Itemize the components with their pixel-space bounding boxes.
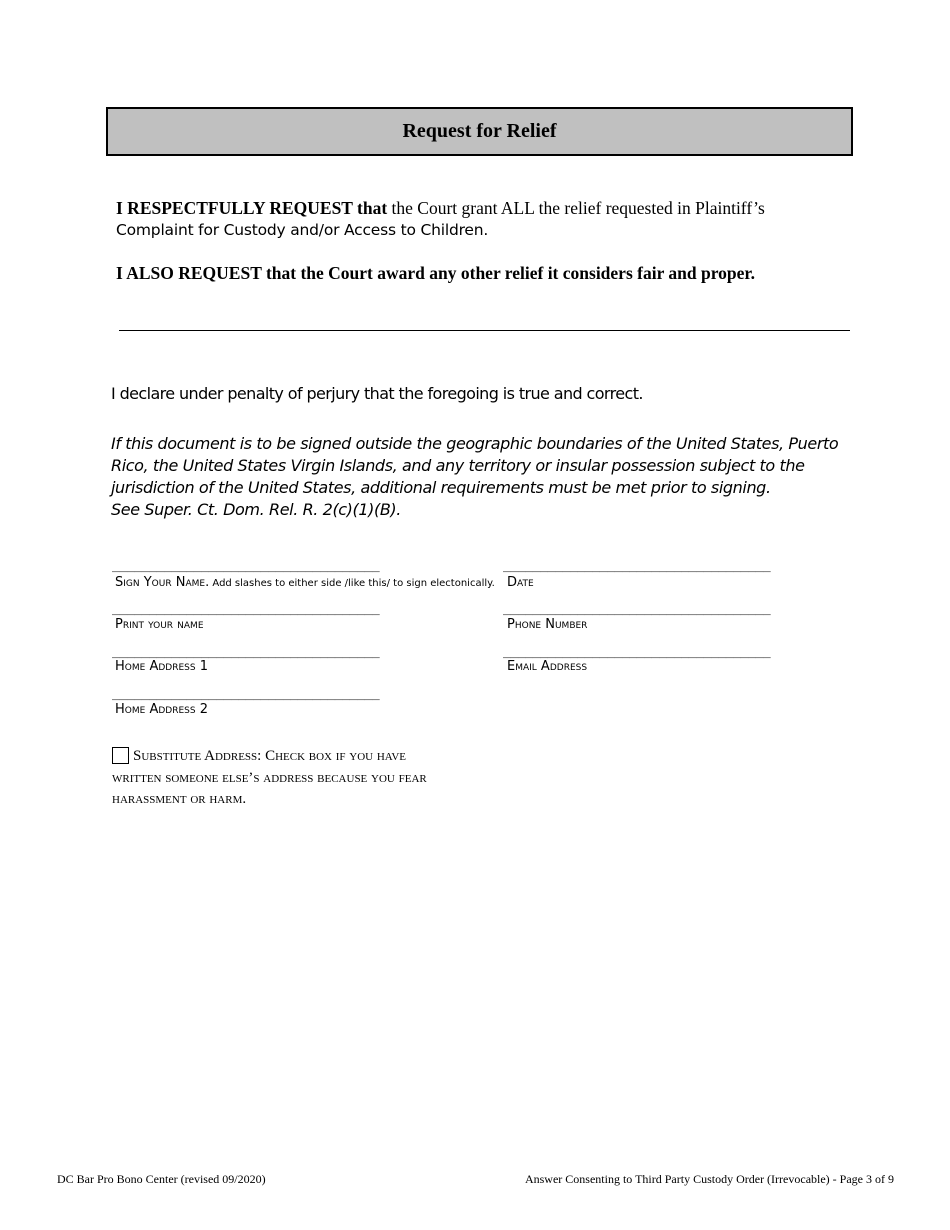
relief-paragraph-1	[116, 198, 843, 241]
phone-label: Phone Number	[507, 617, 588, 632]
email-input[interactable]: ____________________________________	[503, 644, 771, 659]
email-label: Email Address	[507, 659, 588, 674]
relief-lead-in: I RESPECTFULLY REQUEST that	[116, 198, 388, 218]
home-address-2-input[interactable]: ____________________________________	[112, 686, 380, 701]
date-label: Date	[507, 575, 534, 590]
signature-hint: Add slashes to either side /like this/ to sign electonically.	[209, 578, 495, 589]
print-name-input[interactable]: ____________________________________	[112, 601, 380, 616]
signature-label-text: Sign Your Name.	[115, 575, 210, 590]
signing-notice-text: If this document is to be signed outside the geographic boundaries of the United States, Puerto Rico, the United States Virgin Islands, and any territory or insular possession subject to the jurisdiction of the United States, additional requirements must be met prior to signing.	[111, 434, 839, 497]
signature-label	[115, 575, 495, 590]
signing-notice-rule: See Super. Ct. Dom. Rel. R. 2(c)(1)(B).	[111, 500, 401, 519]
print-name-label: Print your name	[115, 617, 204, 632]
relief-body: the Court grant ALL the relief requested in Plaintiff’s	[387, 198, 765, 218]
home-address-2-label: Home Address 2	[115, 702, 208, 717]
relief-paragraph-2: I ALSO REQUEST that the Court award any other relief it considers fair and proper.	[116, 263, 755, 283]
perjury-declaration: I declare under penalty of perjury that the foregoing is true and correct.	[111, 384, 643, 403]
phone-input[interactable]: ____________________________________	[503, 601, 771, 616]
footer-right: Answer Consenting to Third Party Custody Order (Irrevocable) - Page 3 of 9	[524, 1172, 894, 1186]
footer-left: DC Bar Pro Bono Center (revised 09/2020)	[57, 1172, 266, 1186]
section-title: Request for Relief	[402, 120, 557, 142]
relief-complaint-ref: Complaint for Custody and/or Access to Children.	[116, 221, 489, 239]
home-address-1-input[interactable]: ____________________________________	[112, 644, 380, 659]
signing-notice	[111, 433, 851, 521]
home-address-1-label: Home Address 1	[115, 659, 208, 674]
section-header	[106, 107, 853, 156]
signature-input[interactable]: ____________________________________	[112, 558, 380, 573]
date-input[interactable]: ____________________________________	[503, 558, 771, 573]
substitute-address-label: Substitute Address: Check box if you have written someone else’s address because you fear harassment or harm.	[112, 748, 427, 807]
divider-line	[119, 330, 850, 331]
